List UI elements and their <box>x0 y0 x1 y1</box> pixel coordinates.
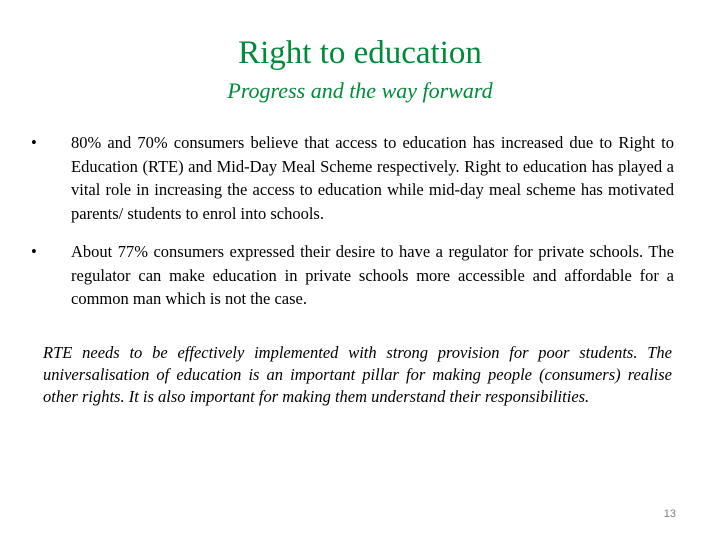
bullet-item <box>28 240 674 311</box>
bullet-text: About 77% consumers expressed their desire to have a regulator for private schools. The regulator can make education in private schools more accessible and affordable for a common man which is not the case. <box>71 242 674 308</box>
slide-title: Right to education <box>238 35 482 71</box>
page-number: 13 <box>663 508 676 520</box>
bullet-item <box>28 131 674 225</box>
conclusion-paragraph: RTE needs to be effectively implemented with strong provision for poor students. The universalisation of education is an important pillar for making people (consumers) realise other rights. It is also important for making them understand their responsibilities. <box>43 343 672 406</box>
bullet-icon: • <box>31 242 37 261</box>
bullet-icon: • <box>31 133 37 152</box>
bullet-text: 80% and 70% consumers believe that access to education has increased due to Right to Education (RTE) and Mid-Day Meal Scheme respectively. Right to education has played a vital role in increasing the access to education while mid-day meal scheme has motivated parents/ students to enrol into schools. <box>71 133 674 223</box>
bullet-list <box>28 131 674 311</box>
slide-subtitle: Progress and the way forward <box>227 78 493 103</box>
